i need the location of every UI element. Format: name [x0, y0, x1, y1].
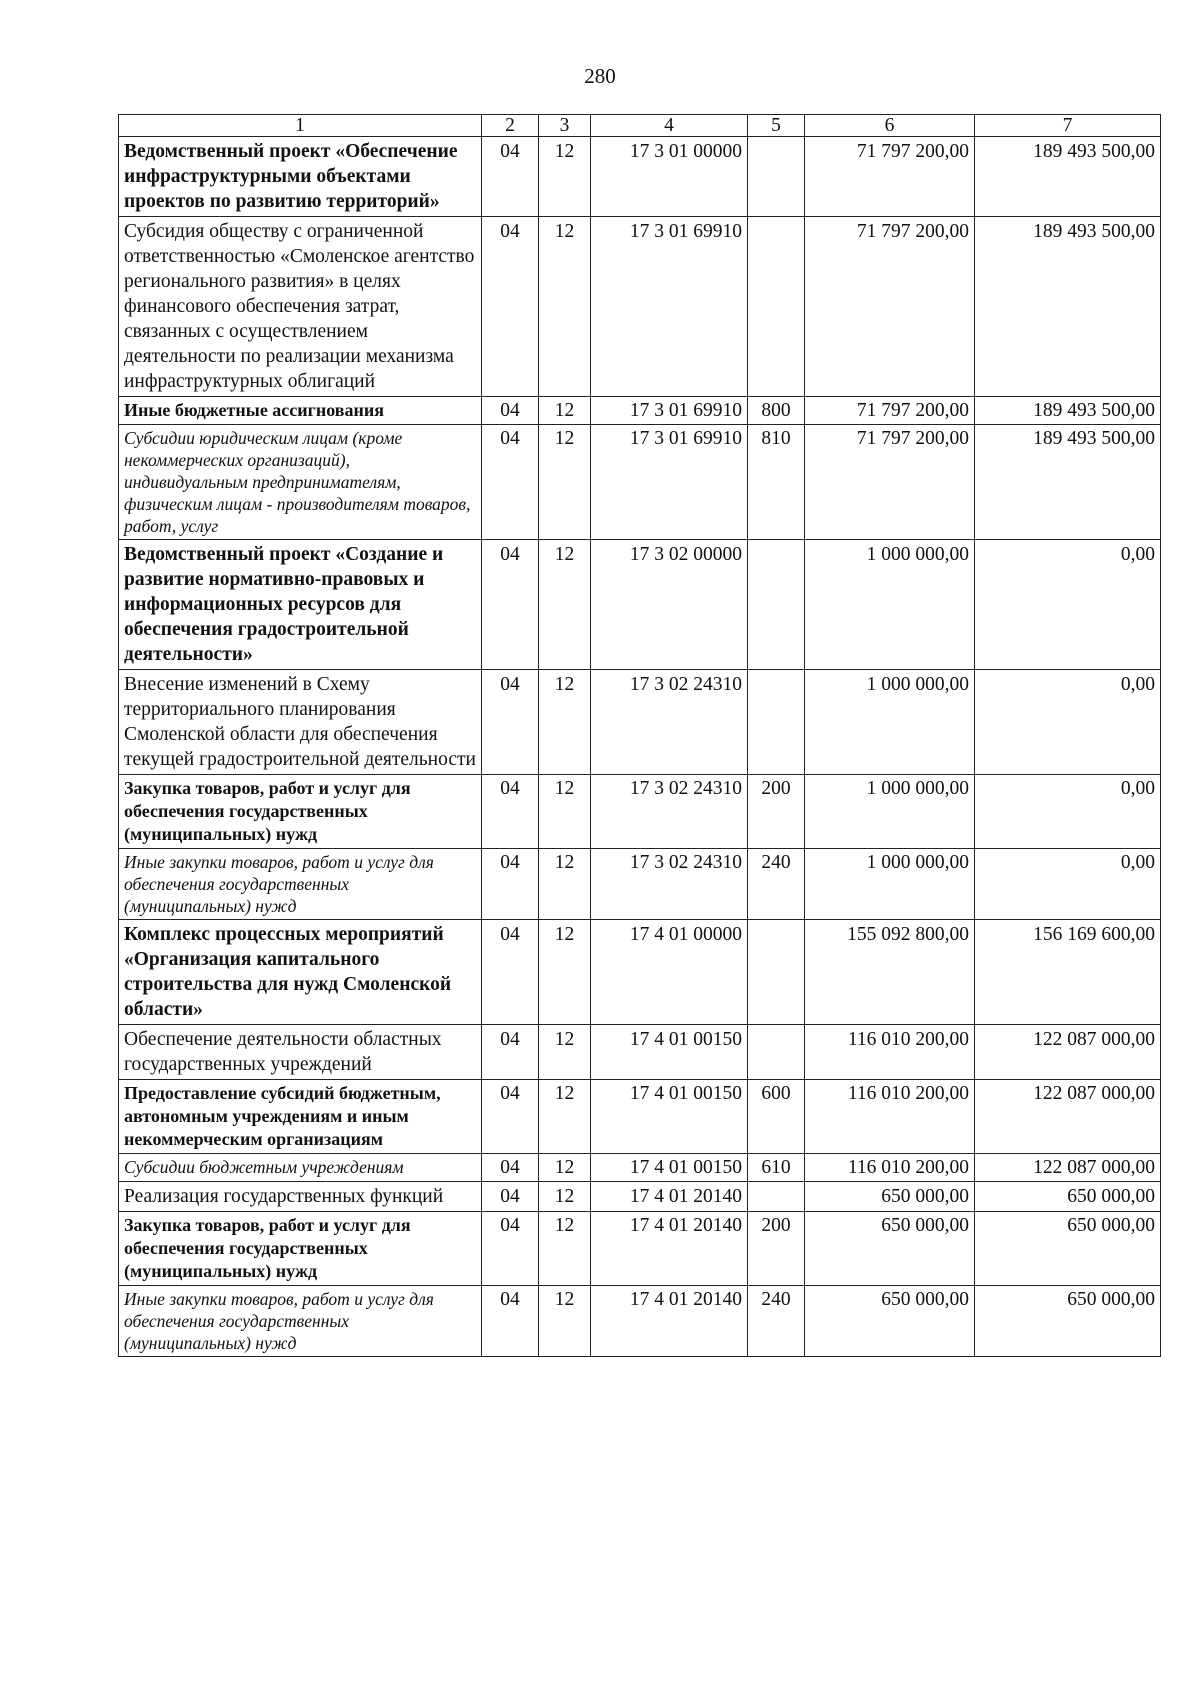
expense-type-cell: 240: [748, 1286, 805, 1357]
section-code-cell: 04: [482, 1154, 539, 1182]
amount-year1-cell: 116 010 200,00: [805, 1154, 975, 1182]
target-article-cell: 17 3 02 00000: [591, 540, 748, 670]
target-article-cell: 17 3 01 69910: [591, 425, 748, 540]
row-name-cell: Субсидии бюджетным учреждениям: [119, 1154, 482, 1182]
table-row: [119, 1286, 1161, 1357]
target-article-cell: 17 4 01 20140: [591, 1212, 748, 1286]
amount-year2-cell: 0,00: [975, 775, 1161, 849]
section-code-cell: 04: [482, 217, 539, 397]
row-name-cell: Иные закупки товаров, работ и услуг для обеспечения государственных (муниципальных) нужд: [119, 1286, 482, 1357]
row-name-cell: Субсидии юридическим лицам (кроме некоммерческих организаций), индивидуальным предпринимателям, физическим лицам - производителям товаров, работ, услуг: [119, 425, 482, 540]
expense-type-cell: 810: [748, 425, 805, 540]
amount-year1-cell: 1 000 000,00: [805, 540, 975, 670]
amount-year1-cell: 1 000 000,00: [805, 775, 975, 849]
amount-year2-cell: 189 493 500,00: [975, 397, 1161, 425]
section-code-cell: 04: [482, 670, 539, 775]
subsection-code-cell: 12: [539, 775, 591, 849]
amount-year1-cell: 155 092 800,00: [805, 920, 975, 1025]
section-code-cell: 04: [482, 920, 539, 1025]
expense-type-cell: 610: [748, 1154, 805, 1182]
target-article-cell: 17 3 02 24310: [591, 849, 748, 920]
expense-type-cell: [748, 1025, 805, 1080]
amount-year1-cell: 650 000,00: [805, 1286, 975, 1357]
amount-year1-cell: 1 000 000,00: [805, 849, 975, 920]
amount-year2-cell: 650 000,00: [975, 1182, 1161, 1212]
amount-year1-cell: 116 010 200,00: [805, 1025, 975, 1080]
header-cell-5: 5: [748, 115, 805, 137]
expense-type-cell: [748, 670, 805, 775]
row-name-cell: Обеспечение деятельности областных государственных учреждений: [119, 1025, 482, 1080]
section-code-cell: 04: [482, 1212, 539, 1286]
amount-year2-cell: 156 169 600,00: [975, 920, 1161, 1025]
target-article-cell: 17 4 01 20140: [591, 1286, 748, 1357]
target-article-cell: 17 4 01 00150: [591, 1025, 748, 1080]
expense-type-cell: [748, 137, 805, 217]
subsection-code-cell: 12: [539, 137, 591, 217]
subsection-code-cell: 12: [539, 1182, 591, 1212]
target-article-cell: 17 3 01 69910: [591, 397, 748, 425]
amount-year2-cell: 650 000,00: [975, 1286, 1161, 1357]
table-row: [119, 397, 1161, 425]
target-article-cell: 17 3 02 24310: [591, 775, 748, 849]
target-article-cell: 17 3 01 00000: [591, 137, 748, 217]
target-article-cell: 17 4 01 20140: [591, 1182, 748, 1212]
amount-year2-cell: 122 087 000,00: [975, 1080, 1161, 1154]
subsection-code-cell: 12: [539, 540, 591, 670]
amount-year1-cell: 71 797 200,00: [805, 425, 975, 540]
section-code-cell: 04: [482, 137, 539, 217]
amount-year2-cell: 189 493 500,00: [975, 425, 1161, 540]
subsection-code-cell: 12: [539, 1025, 591, 1080]
section-code-cell: 04: [482, 425, 539, 540]
header-cell-4: 4: [591, 115, 748, 137]
section-code-cell: 04: [482, 775, 539, 849]
subsection-code-cell: 12: [539, 425, 591, 540]
amount-year1-cell: 71 797 200,00: [805, 397, 975, 425]
table-row: [119, 137, 1161, 217]
section-code-cell: 04: [482, 1286, 539, 1357]
amount-year2-cell: 189 493 500,00: [975, 217, 1161, 397]
subsection-code-cell: 12: [539, 849, 591, 920]
subsection-code-cell: 12: [539, 217, 591, 397]
section-code-cell: 04: [482, 1080, 539, 1154]
row-name-cell: Ведомственный проект «Обеспечение инфраструктурными объектами проектов по развитию территорий»: [119, 137, 482, 217]
expense-type-cell: 800: [748, 397, 805, 425]
header-cell-7: 7: [975, 115, 1161, 137]
row-name-cell: Реализация государственных функций: [119, 1182, 482, 1212]
table-row: [119, 217, 1161, 397]
table-row: [119, 1182, 1161, 1212]
row-name-cell: Комплекс процессных мероприятий «Организация капитального строительства для нужд Смоленской области»: [119, 920, 482, 1025]
expense-type-cell: [748, 1182, 805, 1212]
subsection-code-cell: 12: [539, 670, 591, 775]
amount-year1-cell: 1 000 000,00: [805, 670, 975, 775]
amount-year2-cell: 0,00: [975, 540, 1161, 670]
section-code-cell: 04: [482, 849, 539, 920]
header-cell-1: 1: [119, 115, 482, 137]
table-row: [119, 920, 1161, 1025]
expense-type-cell: [748, 217, 805, 397]
amount-year2-cell: 650 000,00: [975, 1212, 1161, 1286]
subsection-code-cell: 12: [539, 1286, 591, 1357]
table-row: [119, 540, 1161, 670]
amount-year2-cell: 122 087 000,00: [975, 1025, 1161, 1080]
row-name-cell: Предоставление субсидий бюджетным, автономным учреждениям и иным некоммерческим организациям: [119, 1080, 482, 1154]
header-cell-6: 6: [805, 115, 975, 137]
expense-type-cell: [748, 540, 805, 670]
row-name-cell: Иные закупки товаров, работ и услуг для обеспечения государственных (муниципальных) нужд: [119, 849, 482, 920]
section-code-cell: 04: [482, 1182, 539, 1212]
table-header-row: [119, 115, 1161, 137]
amount-year2-cell: 0,00: [975, 849, 1161, 920]
expense-type-cell: 200: [748, 775, 805, 849]
subsection-code-cell: 12: [539, 1212, 591, 1286]
amount-year1-cell: 71 797 200,00: [805, 217, 975, 397]
table-row: [119, 1154, 1161, 1182]
target-article-cell: 17 3 02 24310: [591, 670, 748, 775]
subsection-code-cell: 12: [539, 1080, 591, 1154]
subsection-code-cell: 12: [539, 920, 591, 1025]
amount-year1-cell: 71 797 200,00: [805, 137, 975, 217]
expense-type-cell: 600: [748, 1080, 805, 1154]
table-row: [119, 1025, 1161, 1080]
amount-year1-cell: 650 000,00: [805, 1182, 975, 1212]
page-number: 280: [584, 64, 616, 88]
amount-year1-cell: 116 010 200,00: [805, 1080, 975, 1154]
expense-type-cell: 240: [748, 849, 805, 920]
subsection-code-cell: 12: [539, 1154, 591, 1182]
amount-year2-cell: 0,00: [975, 670, 1161, 775]
row-name-cell: Иные бюджетные ассигнования: [119, 397, 482, 425]
row-name-cell: Ведомственный проект «Создание и развитие нормативно-правовых и информационных ресурсов для обеспечения градостроительной деятельности»: [119, 540, 482, 670]
row-name-cell: Внесение изменений в Схему территориального планирования Смоленской области для обеспечения текущей градостроительной деятельности: [119, 670, 482, 775]
target-article-cell: 17 4 01 00150: [591, 1080, 748, 1154]
amount-year2-cell: 122 087 000,00: [975, 1154, 1161, 1182]
expense-type-cell: 200: [748, 1212, 805, 1286]
section-code-cell: 04: [482, 1025, 539, 1080]
header-cell-2: 2: [482, 115, 539, 137]
subsection-code-cell: 12: [539, 397, 591, 425]
expense-type-cell: [748, 920, 805, 1025]
target-article-cell: 17 3 01 69910: [591, 217, 748, 397]
section-code-cell: 04: [482, 397, 539, 425]
table-row: [119, 1212, 1161, 1286]
section-code-cell: 04: [482, 540, 539, 670]
table-row: [119, 849, 1161, 920]
amount-year1-cell: 650 000,00: [805, 1212, 975, 1286]
target-article-cell: 17 4 01 00000: [591, 920, 748, 1025]
target-article-cell: 17 4 01 00150: [591, 1154, 748, 1182]
budget-table: [118, 114, 1161, 1357]
amount-year2-cell: 189 493 500,00: [975, 137, 1161, 217]
table-row: [119, 1080, 1161, 1154]
row-name-cell: Субсидия обществу с ограниченной ответственностью «Смоленское агентство регионального развития» в целях финансового обеспечения затрат, связанных с осуществлением деятельности по реализации механизма инфраструктурных облигаций: [119, 217, 482, 397]
row-name-cell: Закупка товаров, работ и услуг для обеспечения государственных (муниципальных) нужд: [119, 1212, 482, 1286]
header-cell-3: 3: [539, 115, 591, 137]
table-row: [119, 775, 1161, 849]
row-name-cell: Закупка товаров, работ и услуг для обеспечения государственных (муниципальных) нужд: [119, 775, 482, 849]
table-row: [119, 670, 1161, 775]
table-row: [119, 425, 1161, 540]
